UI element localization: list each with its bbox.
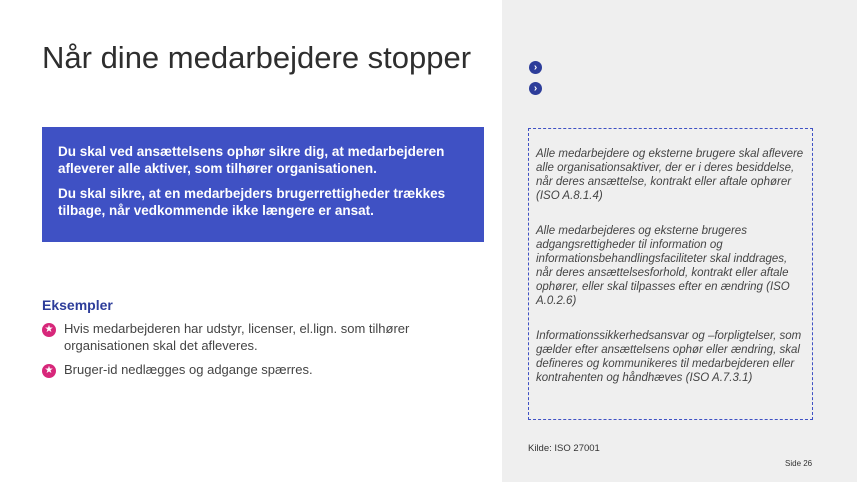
chevron-right-icon[interactable]: › <box>529 61 542 74</box>
example-text: Hvis medarbejderen har udstyr, licenser, el.lign. som tilhører organisationen skal det afleveres. <box>64 321 410 353</box>
source-note: Kilde: ISO 27001 <box>528 443 600 454</box>
examples-heading: Eksempler <box>42 297 113 313</box>
page-number: Side 26 <box>785 459 813 468</box>
star-icon: ★ <box>42 364 56 378</box>
iso-paragraph: Alle medarbejdere og eksterne brugere skal aflevere alle organisationsaktiver, der er i deres besiddelse, når deres ansættelse, kontrakt eller aftale ophører (ISO A.8.1.4) <box>536 148 804 202</box>
key-message-2: Du skal sikre, at en medarbejders brugerrettigheder trækkes tilbage, når vedkommende ikke længere er ansat. <box>58 186 446 218</box>
star-icon: ★ <box>42 323 56 337</box>
slide-title: Når dine medarbejdere stopper <box>42 40 472 75</box>
example-text: Bruger-id nedlægges og adgange spærres. <box>64 362 313 377</box>
iso-paragraph: Alle medarbejderes og eksterne brugeres adgangsrettigheder til information og informationsbehandlingsfaciliteter skal inddrages, når deres ansættelsesforhold, kontrakt eller aftale ophører, eller skal tilpasses efter en ændring (ISO A.0.2.6) <box>536 225 790 307</box>
key-message-box <box>42 127 484 242</box>
iso-paragraph: Informationssikkerhedsansvar og –forpligtelser, som gælder efter ansættelsens ophør eller ændring, skal defineres og kommunikeres til medarbejderen eller kontrahenten og håndhæves (ISO A.7.3.1) <box>536 330 802 384</box>
example-item <box>42 320 462 354</box>
chevron-right-icon[interactable]: › <box>529 82 542 95</box>
example-item <box>42 361 462 378</box>
key-message-1: Du skal ved ansættelsens ophør sikre dig, at medarbejderen afleverer alle aktiver, som tilhører organisationen. <box>58 144 445 176</box>
